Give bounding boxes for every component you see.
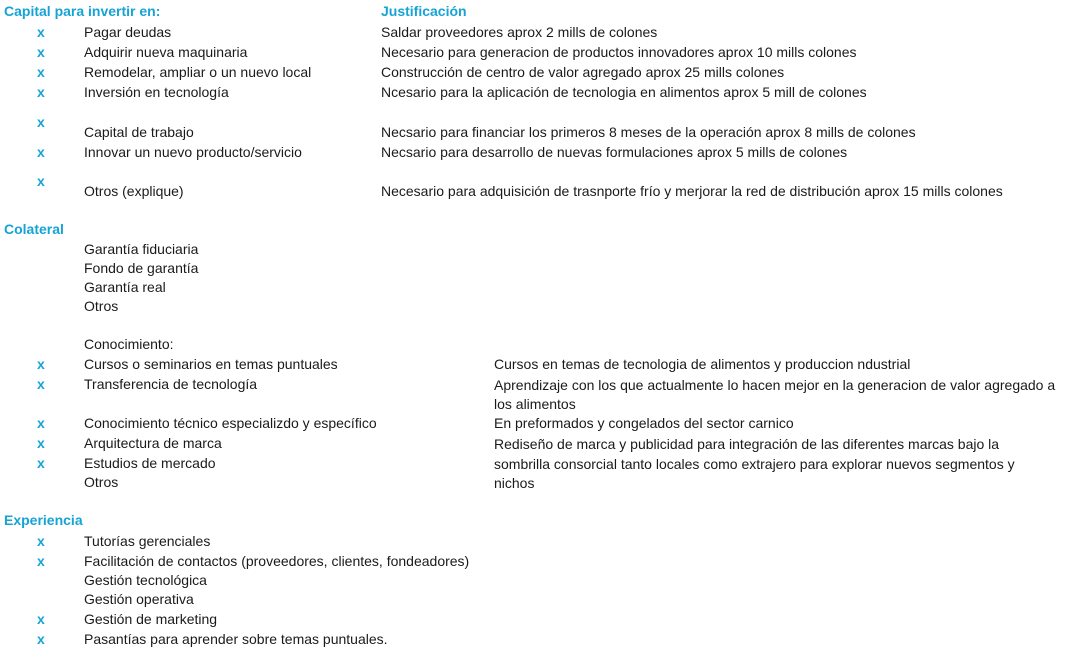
conocimiento-item-label: Estudios de mercado [84, 455, 216, 471]
conocimiento-item-label: Otros [84, 474, 119, 490]
conocimiento-item-label: Cursos o seminarios en temas puntuales [84, 356, 338, 372]
capital-item-justification: Construcción de centro de valor agregado aprox 25 mills colones [381, 64, 785, 80]
checkmark-icon: x [37, 631, 45, 647]
capital-heading: Capital para invertir en: [4, 3, 161, 19]
capital-item-justification: Saldar proveedores aprox 2 mills de colones [381, 24, 658, 40]
experiencia-item-label: Tutorías gerenciales [84, 533, 211, 549]
checkmark-icon: x [37, 455, 45, 471]
experiencia-item-label: Facilitación de contactos (proveedores, clientes, fondeadores) [84, 553, 470, 569]
conocimiento-heading: Conocimiento: [84, 336, 174, 352]
colateral-heading: Colateral [4, 221, 64, 237]
checkmark-icon: x [37, 415, 45, 431]
capital-item-justification: Necsario para desarrollo de nuevas formulaciones aprox 5 mills de colones [381, 144, 848, 160]
capital-item-label: Capital de trabajo [84, 124, 194, 140]
justification-heading: Justificación [381, 3, 467, 19]
conocimiento-item-label: Arquitectura de marca [84, 435, 222, 451]
checkmark-icon: x [37, 533, 45, 549]
capital-item-label: Adquirir nueva maquinaria [84, 44, 248, 60]
experiencia-item-label: Gestión tecnológica [84, 572, 207, 588]
experiencia-item-label: Gestión de marketing [84, 611, 218, 627]
checkmark-icon: x [37, 144, 45, 160]
colateral-item: Fondo de garantía [84, 260, 199, 276]
checkmark-icon: x [37, 173, 45, 189]
experiencia-item-label: Gestión operativa [84, 591, 194, 607]
colateral-item: Garantía real [84, 279, 166, 295]
checkmark-icon: x [37, 376, 45, 392]
checkmark-icon: x [37, 64, 45, 80]
experiencia-item-label: Pasantías para aprender sobre temas puntuales. [84, 631, 388, 647]
checkmark-icon: x [37, 44, 45, 60]
checkmark-icon: x [37, 114, 45, 130]
capital-item-justification: Ncesario para la aplicación de tecnologia en alimentos aprox 5 mill de colones [381, 84, 867, 100]
capital-item-label: Inversión en tecnología [84, 84, 229, 100]
checkmark-icon: x [37, 611, 45, 627]
conocimiento-note: En preformados y congelados del sector carnico [494, 415, 794, 431]
conocimiento-note: Cursos en temas de tecnologia de alimentos y produccion ndustrial [494, 356, 911, 372]
experiencia-heading: Experiencia [4, 512, 83, 528]
conocimiento-note: Rediseño de marca y publicidad para integración de las diferentes marcas bajo la sombrilla consorcial tanto locales como extrajero para explorar nuevos segmentos y nichos [494, 436, 1015, 491]
capital-item-justification: Necesario para generacion de productos innovadores aprox 10 mills colones [381, 44, 857, 60]
capital-item-label: Pagar deudas [84, 24, 172, 40]
conocimiento-item-label: Transferencia de tecnología [84, 376, 258, 392]
checkmark-icon: x [37, 356, 45, 372]
capital-item-justification: Necesario para adquisición de trasnporte frío y merjorar la red de distribución aprox 15 mills colones [381, 183, 1003, 199]
conocimiento-item-label: Conocimiento técnico especializdo y específico [84, 415, 377, 431]
capital-item-label: Remodelar, ampliar o un nuevo local [84, 64, 312, 80]
colateral-item: Garantía fiduciaria [84, 241, 199, 257]
colateral-item: Otros [84, 298, 119, 314]
checkmark-icon: x [37, 435, 45, 451]
capital-item-label: Otros (explique) [84, 183, 184, 199]
checkmark-icon: x [37, 553, 45, 569]
capital-item-justification: Necsario para financiar los primeros 8 meses de la operación aprox 8 mills de colones [381, 124, 916, 140]
conocimiento-note: Aprendizaje con los que actualmente lo hacen mejor en la generacion de valor agregado a los alimentos [494, 377, 1056, 412]
checkmark-icon: x [37, 84, 45, 100]
capital-item-label: Innovar un nuevo producto/servicio [84, 144, 302, 160]
checkmark-icon: x [37, 24, 45, 40]
